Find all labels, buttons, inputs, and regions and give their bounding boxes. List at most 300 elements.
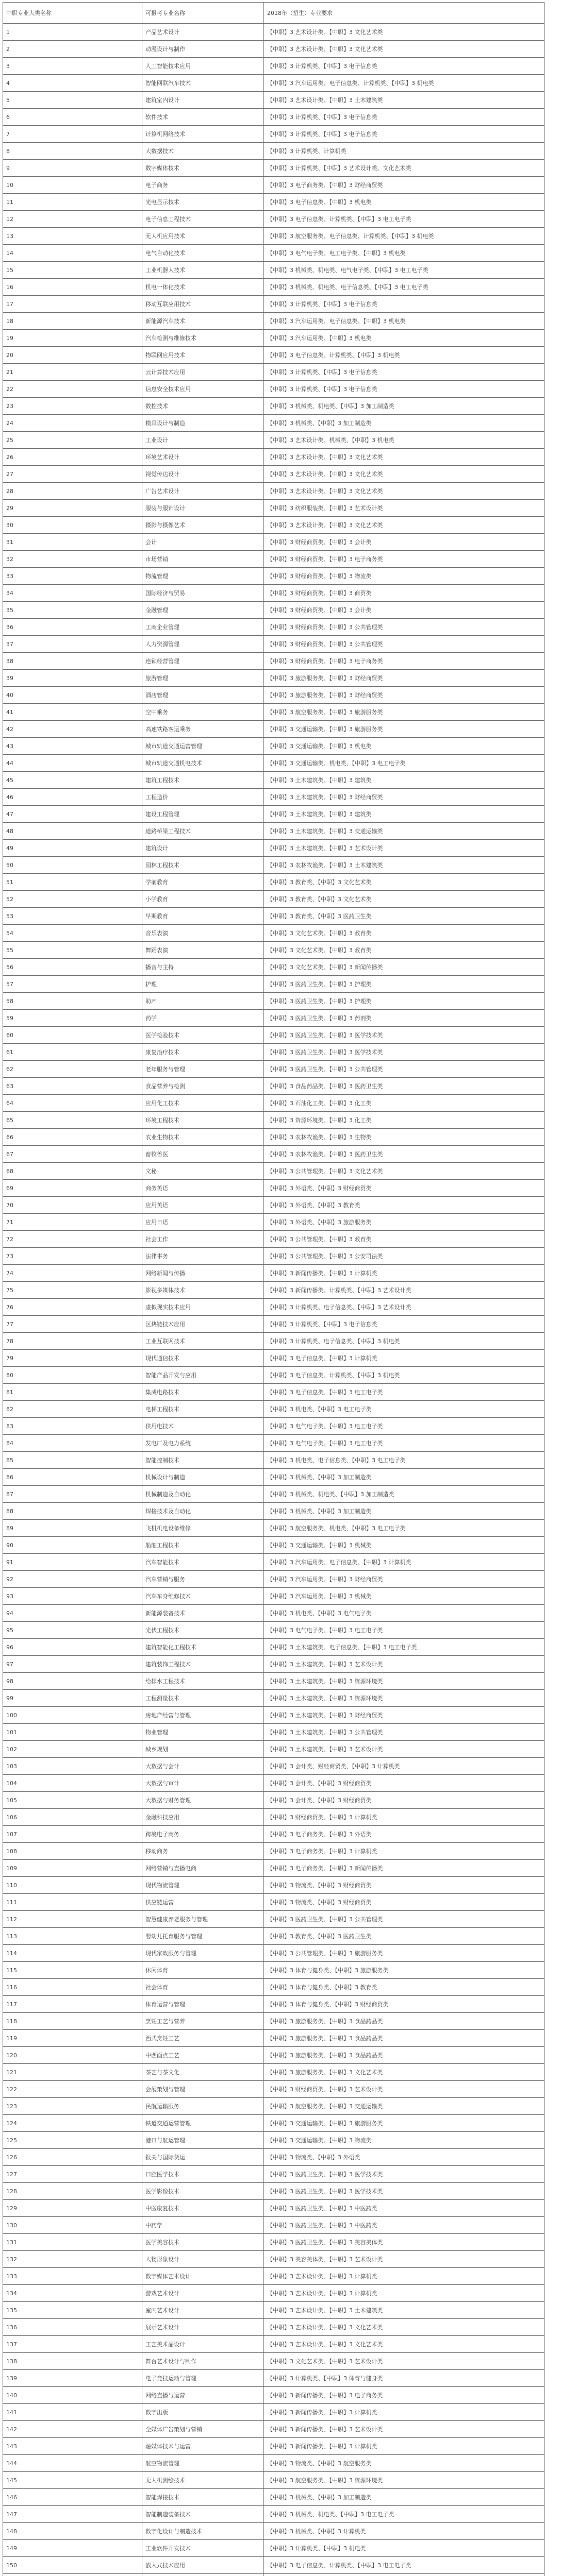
- header-requirement: 2018年（招生）专业要求: [264, 3, 544, 24]
- row-number: 99: [3, 1690, 142, 1707]
- row-requirement: 【中职】3 医药卫生类、【中职】3 中医药类: [264, 2217, 544, 2234]
- row-requirement: 【中职】3 汽车运用类、电子信息类、【中职】3 机电类: [264, 313, 544, 330]
- row-requirement: 【中职】3 机械类、【中职】3 加工制造类: [264, 1469, 544, 1486]
- row-number: 69: [3, 1180, 142, 1197]
- row-major: 食品营养与检测: [142, 1078, 264, 1095]
- row-major: 早期教育: [142, 908, 264, 925]
- row-major: 高速铁路客运乘务: [142, 721, 264, 738]
- row-major: 国际经济与贸易: [142, 585, 264, 602]
- row-number: 150: [3, 2557, 142, 2574]
- row-number: 46: [3, 789, 142, 806]
- table-row: [3, 1469, 544, 1486]
- row-requirement: 【中职】3 汽车运用类、【中职】3 财经商贸类: [264, 1571, 544, 1588]
- table-row: [3, 993, 544, 1010]
- row-requirement: 【中职】3 会计类、财经商贸类、【中职】3 计算机类: [264, 1758, 544, 1775]
- row-number: 61: [3, 1044, 142, 1061]
- row-major: 智慧健康养老服务与管理: [142, 1911, 264, 1928]
- row-major: 烹饪工艺与营养: [142, 2013, 264, 2030]
- row-requirement: 【中职】3 艺术设计类、【中职】3 计算机类: [264, 2285, 544, 2302]
- row-requirement: 【中职】3 艺术设计类、【中职】3 土木建筑类: [264, 2302, 544, 2319]
- row-major: 影视多媒体技术: [142, 1282, 264, 1299]
- row-requirement: 【中职】3 财经商贸类、【中职】3 电子商务类: [264, 551, 544, 568]
- row-requirement: 【中职】3 计算机类、【中职】3 电子信息类: [264, 109, 544, 126]
- row-number: 29: [3, 500, 142, 517]
- row-requirement: 【中职】3 计算机类、计算机类: [264, 143, 544, 160]
- table-row: [3, 1061, 544, 1078]
- row-number: 67: [3, 1146, 142, 1163]
- row-number: 87: [3, 1486, 142, 1503]
- table-row: [3, 58, 544, 75]
- table-row: [3, 2064, 544, 2081]
- table-row: [3, 1520, 544, 1537]
- row-number: 49: [3, 840, 142, 857]
- row-major: 全媒体广告策划与营销: [142, 2421, 264, 2438]
- table-row: [3, 41, 544, 58]
- row-number: 68: [3, 1163, 142, 1180]
- table-row: [3, 1401, 544, 1418]
- row-major: 工业软件开发技术: [142, 2540, 264, 2557]
- table-row: [3, 1180, 544, 1197]
- row-number: 107: [3, 1826, 142, 1843]
- table-row: [3, 2387, 544, 2404]
- table-row: [3, 364, 544, 381]
- table-row: [3, 2302, 544, 2319]
- table-row: [3, 1112, 544, 1129]
- row-number: 133: [3, 2268, 142, 2285]
- row-number: 141: [3, 2404, 142, 2421]
- table-row: [3, 109, 544, 126]
- row-major: 大数据与会计: [142, 1758, 264, 1775]
- row-number: 122: [3, 2081, 142, 2098]
- row-major: 中西面点工艺: [142, 2047, 264, 2064]
- table-row: [3, 1163, 544, 1180]
- table-row: [3, 551, 544, 568]
- row-major: 工业互联网技术: [142, 1333, 264, 1350]
- row-number: 35: [3, 602, 142, 619]
- row-number: 128: [3, 2183, 142, 2200]
- table-row: [3, 1095, 544, 1112]
- row-major: 电气自动化技术: [142, 245, 264, 262]
- row-number: 9: [3, 160, 142, 177]
- row-number: 58: [3, 993, 142, 1010]
- table-row: [3, 2047, 544, 2064]
- table-row: [3, 194, 544, 211]
- row-number: 135: [3, 2302, 142, 2319]
- table-row: [3, 2030, 544, 2047]
- row-major: 产品艺术设计: [142, 24, 264, 41]
- row-major: 船舶工程技术: [142, 1537, 264, 1554]
- row-requirement: 【中职】3 计算机类、【中职】3 艺术设计类、文化艺术类: [264, 160, 544, 177]
- row-major: 工业设计: [142, 432, 264, 449]
- table-row: [3, 1537, 544, 1554]
- row-number: 54: [3, 925, 142, 942]
- row-requirement: 【中职】3 航空服务类、机电类、【中职】3 电工电子类: [264, 1520, 544, 1537]
- table-row: [3, 1316, 544, 1333]
- row-major: [142, 2574, 264, 2576]
- row-number: 127: [3, 2166, 142, 2183]
- row-major: 电子商务: [142, 177, 264, 194]
- row-requirement: 【中职】3 土木建筑类、【中职】3 公共管理类: [264, 1724, 544, 1741]
- row-major: 集成电路技术: [142, 1384, 264, 1401]
- table-row: [3, 1894, 544, 1911]
- row-requirement: 【中职】3 旅游服务类、【中职】3 财经商贸类: [264, 687, 544, 704]
- row-requirement: 【中职】3 土木建筑类、【中职】3 建筑类: [264, 772, 544, 789]
- row-number: 143: [3, 2438, 142, 2455]
- table-row: [3, 704, 544, 721]
- row-number: 76: [3, 1299, 142, 1316]
- row-number: 56: [3, 959, 142, 976]
- row-major: 服装与服饰设计: [142, 500, 264, 517]
- row-number: 147: [3, 2506, 142, 2523]
- row-requirement: 【中职】3 物流类、【中职】3 财经商贸类: [264, 1877, 544, 1894]
- table-row: [3, 2574, 544, 2576]
- row-number: 113: [3, 1928, 142, 1945]
- header-major: 可报考专业名称: [142, 3, 264, 24]
- table-row: [3, 534, 544, 551]
- table-row: [3, 517, 544, 534]
- row-requirement: 【中职】3 新闻传播类、【中职】3 艺术设计类: [264, 2421, 544, 2438]
- row-requirement: 【中职】3 文化艺术类、【中职】3 艺术设计类: [264, 2353, 544, 2370]
- row-number: 105: [3, 1792, 142, 1809]
- table-row: [3, 1945, 544, 1962]
- row-requirement: 【中职】3 医药卫生类、【中职】3 医学技术类: [264, 2166, 544, 2183]
- row-major: 旅游管理: [142, 670, 264, 687]
- table-row: [3, 1282, 544, 1299]
- row-number: 45: [3, 772, 142, 789]
- row-requirement: 【中职】3 财经商贸类、【中职】3 会计类: [264, 534, 544, 551]
- row-number: 101: [3, 1724, 142, 1741]
- row-requirement: 【中职】3 机械类、机电类、【中职】3 加工制造类: [264, 398, 544, 415]
- table-row: [3, 432, 544, 449]
- row-major: 移动商务: [142, 1843, 264, 1860]
- table-row: [3, 2472, 544, 2489]
- row-requirement: 【中职】3 体育与健身类、【中职】3 旅游服务类: [264, 1962, 544, 1979]
- row-requirement: 【中职】3 公共管理类、【中职】3 文化艺术类: [264, 1163, 544, 1180]
- row-number: 47: [3, 806, 142, 823]
- table-row: [3, 75, 544, 92]
- table-row: [3, 1554, 544, 1571]
- table-row: [3, 1860, 544, 1877]
- row-major: 虚拟现实技术应用: [142, 1299, 264, 1316]
- table-row: [3, 568, 544, 585]
- row-number: 125: [3, 2132, 142, 2149]
- table-row: [3, 381, 544, 398]
- row-number: 100: [3, 1707, 142, 1724]
- row-requirement: 【中职】3 艺术设计类、【中职】3 土木建筑类: [264, 92, 544, 109]
- row-major: 光伏工程技术: [142, 1622, 264, 1639]
- row-major: 医学检验技术: [142, 1027, 264, 1044]
- table-row: [3, 2217, 544, 2234]
- row-major: 商务英语: [142, 1180, 264, 1197]
- row-requirement: 【中职】3 交通运输类、【中职】3 机电类: [264, 738, 544, 755]
- row-number: 31: [3, 534, 142, 551]
- row-requirement: 【中职】3 计算机类、【中职】3 电子信息类: [264, 1316, 544, 1333]
- row-requirement: 【中职】3 电子信息类、计算机类、【中职】3 电工电子类: [264, 211, 544, 228]
- row-major: 物流管理: [142, 568, 264, 585]
- row-number: 23: [3, 398, 142, 415]
- row-requirement: 【中职】3 财经商贸类、【中职】3 物流类: [264, 568, 544, 585]
- row-major: 汽车营销与服务: [142, 1571, 264, 1588]
- row-number: 94: [3, 1605, 142, 1622]
- row-major: 物联网应用技术: [142, 347, 264, 364]
- row-major: 大数据技术: [142, 143, 264, 160]
- row-major: 现代物流管理: [142, 1877, 264, 1894]
- row-major: 新能源汽车技术: [142, 313, 264, 330]
- row-number: 34: [3, 585, 142, 602]
- row-requirement: 【中职】3 土木建筑类、【中职】3 艺术设计类: [264, 1656, 544, 1673]
- row-major: 学前教育: [142, 874, 264, 891]
- row-requirement: 【中职】3 教育类、【中职】3 医药卫生类: [264, 908, 544, 925]
- table-row: [3, 1809, 544, 1826]
- row-number: 14: [3, 245, 142, 262]
- row-number: 84: [3, 1435, 142, 1452]
- table-row: [3, 925, 544, 942]
- row-requirement: 【中职】3 汽车运用类、【中职】3 机械类: [264, 1588, 544, 1605]
- row-number: 59: [3, 1010, 142, 1027]
- row-major: 建筑工程技术: [142, 772, 264, 789]
- row-number: 8: [3, 143, 142, 160]
- row-major: 智能焊接技术: [142, 2489, 264, 2506]
- table-row: [3, 313, 544, 330]
- row-major: 信息安全技术应用: [142, 381, 264, 398]
- row-requirement: 【中职】3 艺术设计类、【中职】3 计算机类: [264, 2268, 544, 2285]
- row-major: 社会工作: [142, 1231, 264, 1248]
- row-number: 19: [3, 330, 142, 347]
- table-row: [3, 755, 544, 772]
- row-number: 37: [3, 636, 142, 653]
- row-major: 机械制造及自动化: [142, 1486, 264, 1503]
- row-requirement: 【中职】3 财经商贸类、【中职】3 商贸类: [264, 585, 544, 602]
- row-number: 130: [3, 2217, 142, 2234]
- table-row: [3, 2098, 544, 2115]
- row-number: 64: [3, 1095, 142, 1112]
- row-requirement: 【中职】3 交通运输类、【中职】3 旅游服务类: [264, 2115, 544, 2132]
- table-row: [3, 2013, 544, 2030]
- row-requirement: 【中职】3 土木建筑类、【中职】3 艺术设计类: [264, 840, 544, 857]
- row-major: 光电显示技术: [142, 194, 264, 211]
- row-number: 62: [3, 1061, 142, 1078]
- row-requirement: 【中职】3 航空服务类、电子信息类、计算机类、【中职】3 机电类: [264, 228, 544, 245]
- row-number: 145: [3, 2472, 142, 2489]
- row-major: 新能源装备技术: [142, 1605, 264, 1622]
- table-row: [3, 1333, 544, 1350]
- row-requirement: 【中职】3 汽车运用类、电子信息类、计算机类、【中职】3 机电类: [264, 75, 544, 92]
- row-requirement: 【中职】3 计算机类、【中职】3 电子信息类: [264, 126, 544, 143]
- table-row: [3, 177, 544, 194]
- row-requirement: 【中职】3 艺术设计类、【中职】3 文化艺术类: [264, 41, 544, 58]
- row-major: 城市轨道交通机电技术: [142, 755, 264, 772]
- row-major: 嵌入式技术应用: [142, 2557, 264, 2574]
- table-row: [3, 143, 544, 160]
- row-requirement: 【中职】3 物流类、【中职】3 外语类: [264, 2149, 544, 2166]
- row-requirement: 【中职】3 土木建筑类、【中职】3 财经商贸类: [264, 1707, 544, 1724]
- table-row: [3, 908, 544, 925]
- row-requirement: 【中职】3 医药卫生类、【中职】3 公共管理类: [264, 1061, 544, 1078]
- row-number: 43: [3, 738, 142, 755]
- row-number: 21: [3, 364, 142, 381]
- row-requirement: 【中职】3 物流类、【中职】3 财经商贸类: [264, 1894, 544, 1911]
- table-row: [3, 2251, 544, 2268]
- table-row: [3, 1231, 544, 1248]
- row-major: 口腔医学技术: [142, 2166, 264, 2183]
- row-number: 57: [3, 976, 142, 993]
- row-number: 3: [3, 58, 142, 75]
- row-requirement: 【中职】3 电子商务类、【中职】3 新闻传播类: [264, 1860, 544, 1877]
- row-major: 游戏艺术设计: [142, 2285, 264, 2302]
- row-requirement: 【中职】3 计算机类、【中职】3 电子信息类: [264, 58, 544, 75]
- table-row: [3, 1197, 544, 1214]
- table-row: [3, 2353, 544, 2370]
- table-header-row: [3, 3, 544, 24]
- row-major: 畜牧兽医: [142, 1146, 264, 1163]
- row-number: 25: [3, 432, 142, 449]
- table-row: [3, 1911, 544, 1928]
- row-major: 金融管理: [142, 602, 264, 619]
- row-major: 数字媒体艺术设计: [142, 2268, 264, 2285]
- row-major: 西式烹饪工艺: [142, 2030, 264, 2047]
- row-requirement: 【中职】3 新闻传播类、计算机类、【中职】3 艺术设计类: [264, 1282, 544, 1299]
- row-major: 动漫设计与制作: [142, 41, 264, 58]
- row-major: 金融科技应用: [142, 1809, 264, 1826]
- row-number: 106: [3, 1809, 142, 1826]
- row-major: 老年服务与管理: [142, 1061, 264, 1078]
- table-row: [3, 2132, 544, 2149]
- table-row: [3, 1146, 544, 1163]
- row-number: 2: [3, 41, 142, 58]
- row-number: 119: [3, 2030, 142, 2047]
- row-requirement: 【中职】3 机械类、【中职】3 加工制造类: [264, 415, 544, 432]
- row-number: 12: [3, 211, 142, 228]
- row-requirement: 【中职】3 财经商贸类、【中职】3 电子商务类: [264, 653, 544, 670]
- row-requirement: 【中职】3 食品药品类、【中职】3 医药卫生类: [264, 1078, 544, 1095]
- row-number: 39: [3, 670, 142, 687]
- row-requirement: 【中职】3 体育与健身类、【中职】3 教育类: [264, 1979, 544, 1996]
- table-row: [3, 602, 544, 619]
- row-major: 广告艺术设计: [142, 483, 264, 500]
- row-requirement: 【中职】3 汽车运用类、电子信息类、【中职】3 计算机类: [264, 1554, 544, 1571]
- row-major: 文秘: [142, 1163, 264, 1180]
- table-row: [3, 1299, 544, 1316]
- row-requirement: 【中职】3 文化艺术类、【中职】3 教育类: [264, 942, 544, 959]
- row-major: 助产: [142, 993, 264, 1010]
- row-major: 智能制造装备技术: [142, 2506, 264, 2523]
- row-requirement: 【中职】3 物流类、【中职】3 航空服务类: [264, 2455, 544, 2472]
- row-number: 27: [3, 466, 142, 483]
- row-major: 应用化工技术: [142, 1095, 264, 1112]
- table-row: [3, 347, 544, 364]
- table-row: [3, 1707, 544, 1724]
- row-number: 33: [3, 568, 142, 585]
- row-requirement: 【中职】3 交通运输类、【中职】3 机械类: [264, 1537, 544, 1554]
- row-requirement: 【中职】3 汽车运用类、【中职】3 机电类: [264, 330, 544, 347]
- row-number: 91: [3, 1554, 142, 1571]
- row-number: 6: [3, 109, 142, 126]
- row-requirement: 【中职】3 新闻传播类、【中职】3 计算机类: [264, 1265, 544, 1282]
- table-row: [3, 874, 544, 891]
- row-number: 97: [3, 1656, 142, 1673]
- row-number: 38: [3, 653, 142, 670]
- table-row: [3, 1639, 544, 1656]
- row-major: 工程造价: [142, 789, 264, 806]
- row-number: 11: [3, 194, 142, 211]
- row-number: 126: [3, 2149, 142, 2166]
- row-number: 4: [3, 75, 142, 92]
- row-requirement: 【中职】3 机械类、机电类、【中职】3 加工制造类: [264, 1486, 544, 1503]
- row-number: 93: [3, 1588, 142, 1605]
- row-number: 44: [3, 755, 142, 772]
- row-major: 室内艺术设计: [142, 2302, 264, 2319]
- row-major: 电子信息工程技术: [142, 211, 264, 228]
- table-row: [3, 1350, 544, 1367]
- row-number: 66: [3, 1129, 142, 1146]
- row-number: 17: [3, 296, 142, 313]
- row-number: 70: [3, 1197, 142, 1214]
- row-major: 工艺美术品设计: [142, 2336, 264, 2353]
- table-row: [3, 1690, 544, 1707]
- row-major: 园林工程技术: [142, 857, 264, 874]
- row-number: 48: [3, 823, 142, 840]
- row-major: 法律事务: [142, 1248, 264, 1265]
- row-requirement: 【中职】3 外语类、【中职】3 财经商贸类: [264, 1180, 544, 1197]
- row-requirement: 【中职】3 医药卫生类、【中职】3 公共管理类: [264, 1911, 544, 1928]
- row-major: 人工智能技术应用: [142, 58, 264, 75]
- row-major: 社会体育: [142, 1979, 264, 1996]
- row-major: 数字出版: [142, 2404, 264, 2421]
- row-major: 中药学: [142, 2217, 264, 2234]
- row-major: 供用电技术: [142, 1418, 264, 1435]
- row-requirement: 【中职】3 农林牧渔类、【中职】3 医药卫生类: [264, 1146, 544, 1163]
- row-number: 117: [3, 1996, 142, 2013]
- row-number: 10: [3, 177, 142, 194]
- row-major: 工商企业管理: [142, 619, 264, 636]
- row-requirement: 【中职】3 土木建筑类、【中职】3 财经商贸类: [264, 789, 544, 806]
- row-number: 139: [3, 2370, 142, 2387]
- row-number: 81: [3, 1384, 142, 1401]
- row-number: 89: [3, 1520, 142, 1537]
- row-requirement: 【中职】3 机电类、【中职】3 电气电子类: [264, 1605, 544, 1622]
- row-requirement: 【中职】3 机电类、【中职】3 电工电子类: [264, 1401, 544, 1418]
- row-requirement: 【中职】3 计算机类、【中职】3 机电类: [264, 2540, 544, 2557]
- row-major: 计算机网络技术: [142, 126, 264, 143]
- row-requirement: 【中职】3 土木建筑类、【中职】3 资源环境类: [264, 1673, 544, 1690]
- row-major: 智能网联汽车技术: [142, 75, 264, 92]
- table-row: [3, 840, 544, 857]
- row-requirement: 【中职】3 土木建筑类、【中职】3 交通运输类: [264, 823, 544, 840]
- row-requirement: 【中职】3 文化艺术类、【中职】3 新闻传播类: [264, 959, 544, 976]
- row-number: 149: [3, 2540, 142, 2557]
- table-row: [3, 653, 544, 670]
- table-row: [3, 1214, 544, 1231]
- table-row: [3, 1979, 544, 1996]
- table-row: [3, 296, 544, 313]
- row-number: 36: [3, 619, 142, 636]
- row-number: 109: [3, 1860, 142, 1877]
- row-number: 114: [3, 1945, 142, 1962]
- row-major: 发电厂及电力系统: [142, 1435, 264, 1452]
- row-major: 应用日语: [142, 1214, 264, 1231]
- row-requirement: 【中职】3 交通运输类、【中职】3 物流类: [264, 2132, 544, 2149]
- row-requirement: 【中职】3 纺织服装类、【中职】3 艺术设计类: [264, 500, 544, 517]
- row-number: 16: [3, 279, 142, 296]
- row-number: 53: [3, 908, 142, 925]
- row-requirement: 【中职】3 财经商贸类、【中职】3 计算机类: [264, 1809, 544, 1826]
- row-major: 汽车智能技术: [142, 1554, 264, 1571]
- row-major: 铁道交通运营管理: [142, 2115, 264, 2132]
- table-row: [3, 2336, 544, 2353]
- row-requirement: 【中职】3 电子信息类、计算机类、【中职】3 机电类: [264, 1367, 544, 1384]
- row-requirement: 【中职】3 体育与健身类、【中职】3 财经商贸类: [264, 1996, 544, 2013]
- row-requirement: 【中职】3 机械类、【中职】3 加工制造类: [264, 2489, 544, 2506]
